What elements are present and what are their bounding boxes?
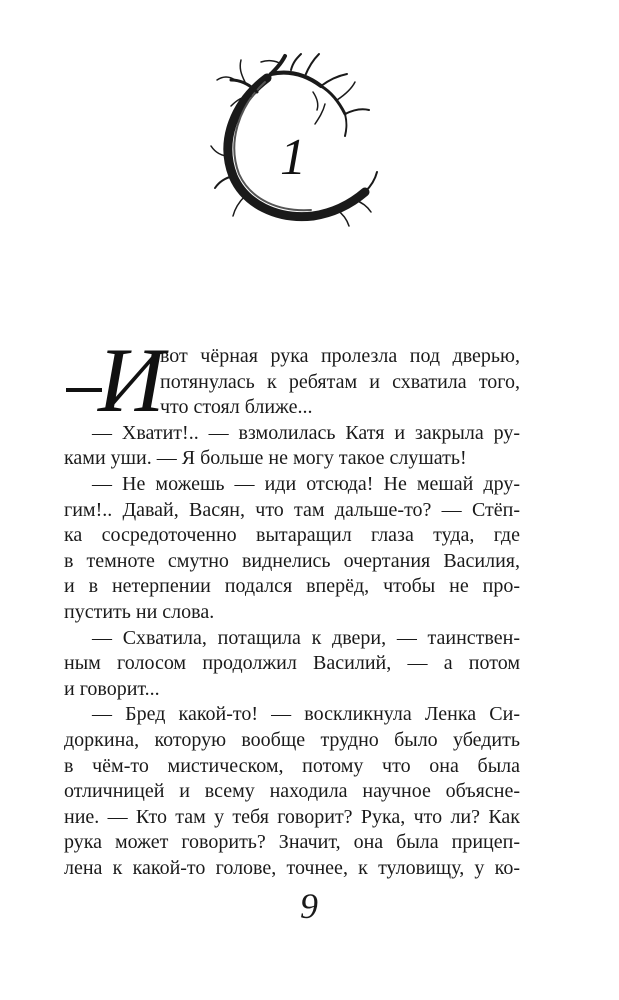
chapter-number: 1 <box>280 129 306 186</box>
drop-cap-dash <box>66 388 102 392</box>
text-line: — Хватит!.. — взмолилась Катя и закрыла ру- <box>92 421 520 444</box>
text-line: и в нетерпении подался вперёд, чтобы не про- <box>64 575 520 598</box>
text-line: ка сосредоточенно вытаращил глаза туда, где <box>64 524 520 547</box>
text-line: ками уши. — Я больше не могу такое слушать! <box>64 447 467 470</box>
page-number: 9 <box>300 886 318 926</box>
text-line: ние. — Кто там у тебя говорит? Рука, что ли? Как <box>64 805 520 828</box>
text-line: гим!.. Давай, Васян, что там дальше-то? — Стёп- <box>64 498 520 521</box>
text-line: и говорит... <box>64 677 160 700</box>
text-line: в чём-то мистическом, потому что она была <box>64 754 520 777</box>
text-line: — Не можешь — иди отсюда! Не мешай дру- <box>92 472 520 495</box>
text-line: ным голосом продолжил Василий, — а потом <box>64 652 520 675</box>
text-line: вот чёрная рука пролезла под дверью, <box>160 345 520 367</box>
text-line: рука может говорить? Значит, она была прицеп- <box>64 831 520 854</box>
body-text <box>64 329 520 881</box>
text-line: — Бред какой-то! — воскликнула Ленка Си- <box>92 703 520 726</box>
drop-cap-letter: И <box>98 329 165 431</box>
text-line: что стоял ближе... <box>160 396 313 419</box>
text-line: — Схватила, потащила к двери, — таинствен- <box>92 626 520 649</box>
text-line: пустить ни слова. <box>64 600 215 623</box>
drop-cap <box>64 329 165 431</box>
text-line: доркина, которую вообще трудно было убедить <box>64 728 520 751</box>
text-line: лена к какой-то голове, точнее, к туловищу, у ко- <box>64 856 520 879</box>
text-line: отличницей и всему находила научное объясне- <box>64 780 520 803</box>
text-line: потянулась к ребятам и схватила того, <box>160 370 520 393</box>
text-line: в темноте смутно виднелись очертания Василия, <box>64 549 520 572</box>
